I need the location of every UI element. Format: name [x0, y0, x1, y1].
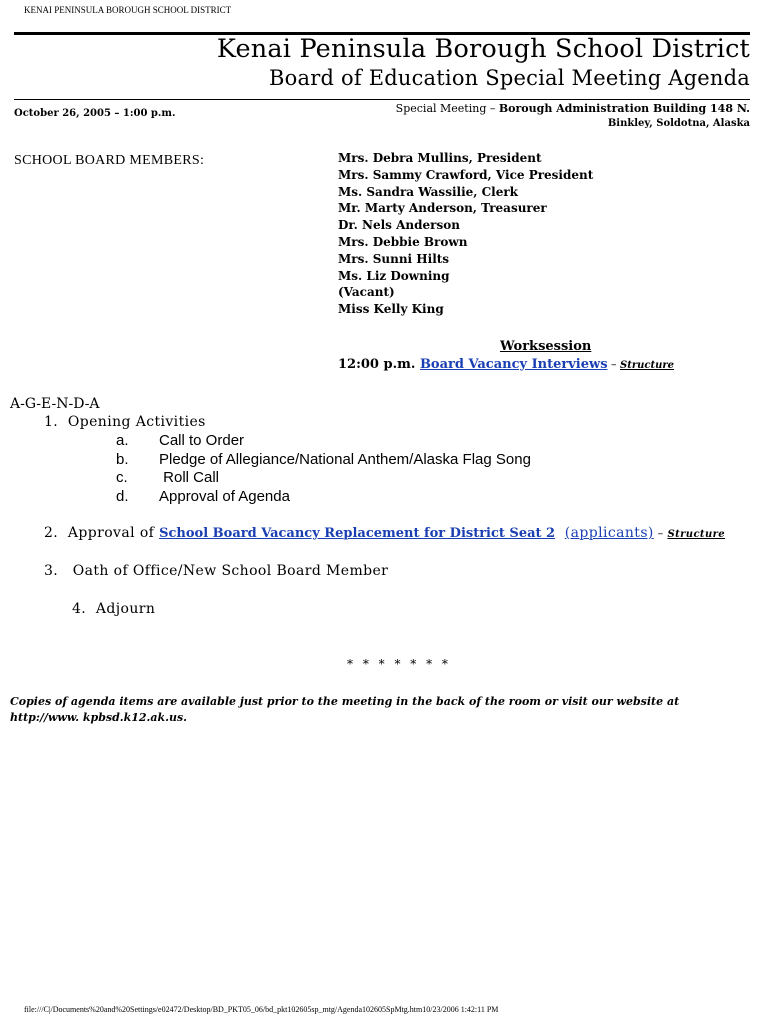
agenda-item-adjourn	[72, 601, 155, 617]
worksession-time: 12:00 p.m.	[338, 357, 416, 372]
item-number: 1.	[44, 414, 59, 430]
subitem-approval-of-agenda: Approval of Agenda	[159, 488, 290, 505]
agenda-item-opening-activities	[44, 414, 206, 430]
board-member: Dr. Nels Anderson	[338, 218, 460, 233]
meeting-location	[396, 102, 750, 115]
item-label: Opening Activities	[67, 414, 206, 430]
print-footer-path: file:///C|/Documents%20and%20Settings/e02472/Desktop/BD_PKT05_06/bd_pkt102605sp_mtg/Agenda102605SpMtg.htm10/23/2006 1:42:11 PM	[24, 1005, 499, 1014]
item-number: 3.	[44, 563, 59, 579]
board-member: Miss Kelly King	[338, 302, 444, 317]
board-member: Ms. Sandra Wassilie, Clerk	[338, 184, 518, 199]
section-separator: * * * * * * *	[347, 657, 451, 671]
board-member: Ms. Liz Downing	[338, 268, 450, 283]
vacancy-replacement-link[interactable]: School Board Vacancy Replacement for District Seat 2	[159, 526, 556, 541]
location-dash: –	[486, 102, 499, 115]
subitem-letter: c.	[116, 469, 128, 486]
worksession-dash: –	[607, 358, 621, 371]
agenda-item-approval	[44, 525, 725, 541]
meeting-type: Special Meeting	[395, 102, 487, 115]
agenda-item-oath	[44, 563, 388, 579]
agenda-copies-note: Copies of agenda items are available just prior to the meeting in the back of the room or visit our website at http://www. kpbsd.k12.ak.us.	[10, 695, 680, 724]
worksession-title: Worksession	[500, 339, 592, 354]
page-subtitle: Board of Education Special Meeting Agenda	[269, 66, 750, 90]
board-members-list	[338, 150, 593, 318]
board-member: Mrs. Debra Mullins, President	[338, 151, 542, 165]
item-prefix: Approval of	[67, 525, 155, 541]
subitem-call-to-order: Call to Order	[159, 432, 245, 449]
board-member: Mrs. Debbie Brown	[338, 234, 468, 249]
board-member: Mrs. Sunni Hilts	[338, 251, 450, 266]
meeting-date-time: October 26, 2005 – 1:00 p.m.	[14, 108, 176, 119]
board-member: Mrs. Sammy Crawford, Vice President	[338, 167, 594, 182]
subitem-roll-call: Roll Call	[159, 469, 220, 486]
item-label: Oath of Office/New School Board Member	[72, 563, 389, 579]
board-member: Mr. Marty Anderson, Treasurer	[338, 201, 547, 216]
page-title: Kenai Peninsula Borough School District	[216, 34, 750, 64]
item2-dash: –	[653, 527, 668, 540]
item-number: 2.	[44, 525, 59, 541]
subitem-pledge: Pledge of Allegiance/National Anthem/Alaska Flag Song	[159, 451, 531, 468]
subitem-letter: a.	[116, 432, 129, 449]
subitem-letter: d.	[116, 488, 129, 505]
agenda-heading: A-G-E-N-D-A	[10, 396, 100, 412]
item2-structure-link[interactable]: Structure	[667, 529, 726, 540]
meeting-location-line2: Binkley, Soldotna, Alaska	[607, 118, 750, 129]
item-number: 4.	[72, 601, 87, 617]
board-members-label: SCHOOL BOARD MEMBERS:	[14, 153, 205, 168]
worksession-structure-link[interactable]: Structure	[620, 360, 675, 371]
item-label: Adjourn	[95, 601, 156, 617]
worksession-line	[338, 357, 674, 372]
subitem-letter: b.	[116, 451, 129, 468]
location-place: Borough Administration Building 148 N.	[498, 102, 750, 115]
header-divider	[14, 99, 750, 100]
print-header: KENAI PENINSULA BOROUGH SCHOOL DISTRICT	[24, 5, 232, 15]
applicants-link[interactable]: (applicants)	[564, 525, 654, 541]
board-vacancy-interviews-link[interactable]: Board Vacancy Interviews	[419, 357, 608, 372]
board-member: (Vacant)	[338, 285, 395, 300]
